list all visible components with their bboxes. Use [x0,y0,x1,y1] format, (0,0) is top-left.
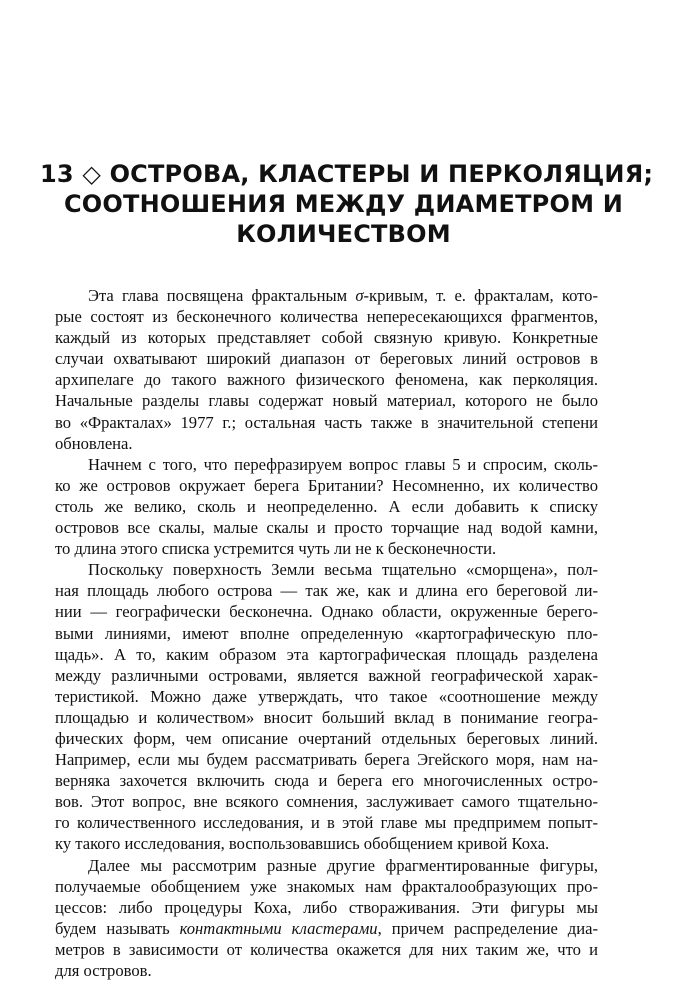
text-line: то длина этого списка устремится чуть ли не к бесконечности. [55,539,497,559]
text-line: для островов. [55,961,152,980]
text-line: архипелаге до такого важного физического феномена, как перколяция. [55,370,598,390]
text-line: получаемые обобщением уже знакомых нам фракталообразующих про- [55,876,598,896]
text-line: фических форм, чем описание очертаний отдельных береговых линий. [55,728,598,748]
text-line: Начальные разделы главы содержат новый материал, которого не было [55,391,598,411]
text-line: выми линиями, имеют вполне определенную «картографическую пло- [55,623,598,643]
chapter-title-line: 13 ◇ ОСТРОВА, КЛАСТЕРЫ И ПЕРКОЛЯЦИЯ; [40,160,654,189]
chapter-title-line: КОЛИЧЕСТВОМ [236,220,451,249]
italic-term: σ [355,286,364,305]
text-line: случаи охватывают широкий диапазон от береговых линий островов в [55,349,598,369]
text-line: будем называть контактными кластерами, причем распределение диа- [55,918,598,938]
text-line: ко же островов окружает берега Британии? Несомненно, их количество [55,475,598,495]
text-line: ку такого исследования, воспользовавшись обобщением кривой Коха. [55,834,550,854]
chapter-title [40,159,654,249]
text-line: во «Фракталах» 1977 г.; остальная часть также в значительной степени [55,412,598,432]
text-line: Далее мы рассмотрим разные другие фрагментированные фигуры, [88,855,598,875]
text-line: островов все скалы, малые скалы и просто торчащие над водой камни, [55,518,598,538]
text-line: Поскольку поверхность Земли весьма тщательно «сморщена», пол- [88,560,598,580]
chapter-title-line: СООТНОШЕНИЯ МЕЖДУ ДИАМЕТРОМ И [63,190,624,219]
text-line: го количественного исследования, и в этой главе мы предпримем попыт- [55,813,598,833]
italic-term: контактными кластерами [179,918,378,938]
text-line: верняка захочется включить сюда и берега его многочисленных остро- [55,771,598,791]
text-line: ная площадь любого острова — так же, как и длина его береговой ли- [55,581,598,601]
text-line: метров в зависимости от количества окажется для них таким же, что и [55,939,598,959]
paragraph [55,285,598,454]
text-line: Например, если мы будем рассматривать берега Эгейского моря, нам на- [55,750,598,770]
paragraph [55,559,598,854]
chapter-body-text [55,285,598,981]
text-line: теристикой. Можно даже утверждать, что такое «соотношение между [55,686,598,706]
text-line: Эта глава посвящена фрактальным σ-кривым, т. е. фракталам, кото- [88,286,599,305]
paragraph [55,855,598,982]
text-line: обновлена. [55,433,133,453]
text-line: рые состоят из бесконечного количества непересекающихся фрагментов, [55,307,598,327]
text-line: каждый из которых представляет собой связную кривую. Конкретные [55,328,598,348]
text-line: нии — географически бесконечна. Однако области, окруженные берего- [55,602,598,622]
text-line: цессов: либо процедуры Коха, либо створаживания. Эти фигуры мы [55,897,598,917]
text-line: вов. Этот вопрос, вне всякого сомнения, заслуживает самого тщательно- [55,792,598,812]
text-line: площадью и количеством» вносит больший вклад в понимание геогра- [55,707,598,727]
text-line: столь же велико, сколь и неопределенно. А если добавить к списку [55,496,598,516]
text-line: между различными островами, является важной географической харак- [55,665,598,685]
text-line: Начнем с того, что перефразируем вопрос главы 5 и спросим, сколь- [88,454,598,474]
paragraph [55,454,598,559]
text-line: щадь». А то, каким образом эта картографическая площадь разделена [55,644,598,664]
